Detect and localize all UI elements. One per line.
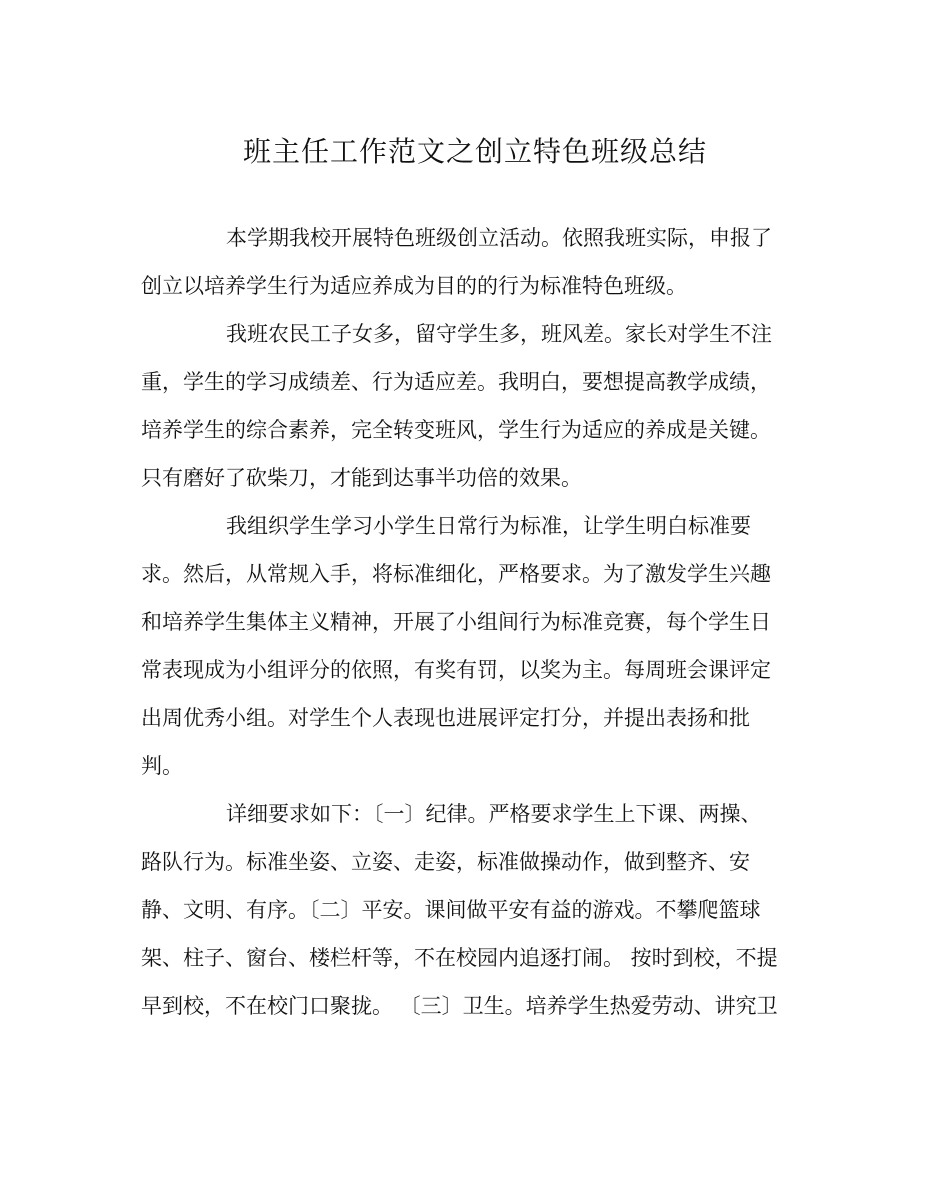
paragraph-4-line-4: 架、柱子、窗台、楼栏杆等，不在校园内追逐打闹。 按时到校，不提	[141, 946, 778, 970]
paragraph-3-line-1: 我组织学生学习小学生日常行为标准，让学生明白标准要	[226, 514, 751, 538]
paragraph-3-line-3: 和培养学生集体主义精神，开展了小组间行为标准竞赛，每个学生日	[141, 610, 771, 634]
paragraph-2-line-4: 只有磨好了砍柴刀，才能到达事半功倍的效果。	[141, 466, 582, 490]
paragraph-3-line-6: 判。	[141, 754, 183, 778]
paragraph-2-line-1: 我班农民工子女多，留守学生多，班风差。家长对学生不注	[226, 322, 772, 346]
paragraph-4-line-3: 静、文明、有序。〔二〕平安。课间做平安有益的游戏。不攀爬篮球	[141, 898, 761, 922]
paragraph-1-line-2: 创立以培养学生行为适应养成为目的的行为标准特色班级。	[141, 274, 687, 298]
document-title: 班主任工作范文之创立特色班级总结	[242, 135, 707, 168]
paragraph-1-line-1: 本学期我校开展特色班级创立活动。依照我班实际，申报了	[226, 226, 772, 250]
paragraph-4-line-5: 早到校，不在校门口聚拢。 〔三〕卫生。培养学生热爱劳动、讲究卫	[141, 994, 778, 1018]
paragraph-2-line-3: 培养学生的综合素养，完全转变班风，学生行为适应的养成是关键。	[141, 418, 771, 442]
paragraph-3-line-5: 出周优秀小组。对学生个人表现也进展评定打分，并提出表扬和批	[141, 706, 750, 730]
paragraph-4-line-2: 路队行为。标准坐姿、立姿、走姿，标准做操动作，做到整齐、安	[141, 850, 750, 874]
paragraph-4-line-1: 详细要求如下：〔一〕纪律。严格要求学生上下课、两操、	[226, 802, 762, 826]
paragraph-3-line-2: 求。然后，从常规入手，将标准细化，严格要求。为了激发学生兴趣	[141, 562, 771, 586]
paragraph-2-line-2: 重，学生的学习成绩差、行为适应差。我明白，要想提高教学成绩，	[141, 370, 771, 394]
paragraph-3-line-4: 常表现成为小组评分的依照，有奖有罚，以奖为主。每周班会课评定	[141, 658, 771, 682]
